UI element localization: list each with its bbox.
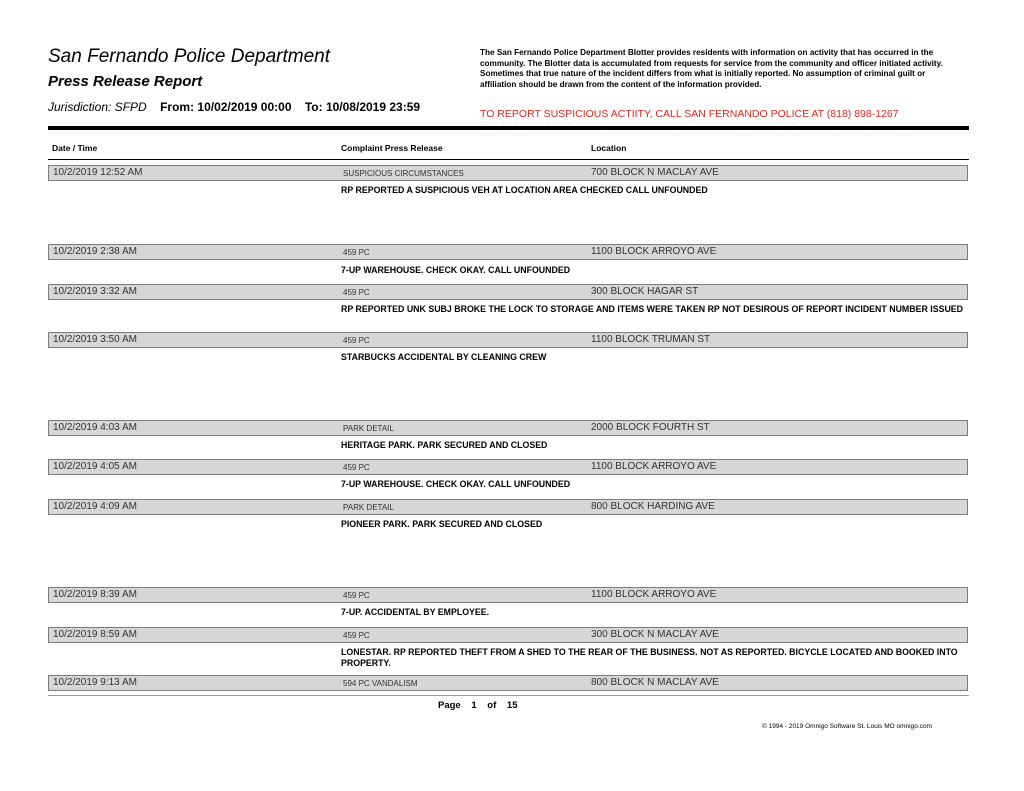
entry-datetime: 10/2/2019 8:39 AM: [53, 589, 137, 600]
entry-location: 2000 BLOCK FOURTH ST: [591, 422, 710, 433]
entry-row: [48, 675, 968, 691]
entry-location: 800 BLOCK HARDING AVE: [591, 501, 715, 512]
column-header-location: Location: [591, 143, 627, 153]
entry-row: [48, 332, 968, 348]
entry-narrative: PIONEER PARK. PARK SECURED AND CLOSED: [341, 519, 543, 529]
entry-narrative: LONESTAR. RP REPORTED THEFT FROM A SHED TO THE REAR OF THE BUSINESS. NOT AS REPORTED. BICYCLE LOCATED AND BOOKED INTO PROPERTY.: [341, 647, 958, 668]
entry-datetime: 10/2/2019 4:09 AM: [53, 501, 137, 512]
entry-location: 1100 BLOCK ARROYO AVE: [591, 246, 717, 257]
entry-location: 1100 BLOCK ARROYO AVE: [591, 589, 717, 600]
entry-narrative: HERITAGE PARK. PARK SECURED AND CLOSED: [341, 440, 548, 450]
footer-rule: [48, 695, 969, 696]
entry-row: [48, 420, 968, 436]
entry-complaint: 459 PC: [343, 248, 370, 257]
entry-complaint: 459 PC: [343, 463, 370, 472]
entry-location: 800 BLOCK N MACLAY AVE: [591, 677, 719, 688]
entry-row: [48, 499, 968, 515]
entry-location: 1100 BLOCK ARROYO AVE: [591, 461, 717, 472]
page-number: 1: [471, 700, 477, 711]
header-rule: [48, 126, 969, 130]
entry-narrative: STARBUCKS ACCIDENTAL BY CLEANING CREW: [341, 352, 547, 362]
column-header-datetime: Date / Time: [52, 143, 98, 153]
column-header-rule: [48, 159, 969, 160]
entry-complaint: 459 PC: [343, 591, 370, 600]
entry-location: 300 BLOCK N MACLAY AVE: [591, 629, 719, 640]
report-title: Press Release Report: [48, 73, 203, 90]
column-header-complaint: Complaint Press Release: [341, 143, 443, 153]
page-word: Page: [438, 700, 461, 711]
entry-complaint: 459 PC: [343, 288, 370, 297]
entry-datetime: 10/2/2019 9:13 AM: [53, 677, 137, 688]
entry-complaint: 459 PC: [343, 631, 370, 640]
entry-narrative: RP REPORTED A SUSPICIOUS VEH AT LOCATION AREA CHECKED CALL UNFOUNDED: [341, 185, 708, 195]
entry-datetime: 10/2/2019 4:03 AM: [53, 422, 137, 433]
entry-complaint: 594 PC VANDALISM: [343, 679, 418, 688]
from-value: 10/02/2019 00:00: [197, 100, 292, 114]
entry-complaint: 459 PC: [343, 336, 370, 345]
entry-row: [48, 244, 968, 260]
total-pages: 15: [506, 700, 518, 711]
entry-narrative: 7-UP. ACCIDENTAL BY EMPLOYEE.: [341, 607, 490, 617]
entry-datetime: 10/2/2019 8:59 AM: [53, 629, 137, 640]
entry-complaint: PARK DETAIL: [343, 503, 394, 512]
of-word: of: [487, 700, 497, 711]
entry-datetime: 10/2/2019 2:38 AM: [53, 246, 137, 257]
entry-row: [48, 627, 968, 643]
entry-row: [48, 587, 968, 603]
entry-datetime: 10/2/2019 4:05 AM: [53, 461, 137, 472]
entry-datetime: 10/2/2019 12:52 AM: [53, 167, 143, 178]
entry-complaint: PARK DETAIL: [343, 424, 394, 433]
entry-narrative: RP REPORTED UNK SUBJ BROKE THE LOCK TO STORAGE AND ITEMS WERE TAKEN RP NOT DESIROUS OF REPORT INCIDENT NUMBER ISSUED: [341, 304, 964, 314]
jurisdiction-label: Jurisdiction:: [48, 100, 112, 114]
page-indicator: [438, 700, 525, 711]
to-value: 10/08/2019 23:59: [325, 100, 421, 114]
jurisdiction-value: SFPD: [114, 100, 147, 114]
to-label: To:: [304, 100, 323, 114]
entry-datetime: 10/2/2019 3:50 AM: [53, 334, 137, 345]
suspicious-activity-notice: TO REPORT SUSPICIOUS ACTIITY, CALL SAN FERNANDO POLICE AT (818) 898-1267: [480, 108, 899, 120]
entry-location: 1100 BLOCK TRUMAN ST: [591, 334, 711, 345]
entry-narrative: 7-UP WAREHOUSE. CHECK OKAY. CALL UNFOUNDED: [341, 265, 571, 275]
department-title: San Fernando Police Department: [48, 46, 330, 67]
entry-datetime: 10/2/2019 3:32 AM: [53, 286, 137, 297]
entry-location: 300 BLOCK HAGAR ST: [591, 286, 699, 297]
jurisdiction-line: [48, 100, 420, 114]
entry-row: [48, 165, 968, 181]
entry-row: [48, 459, 968, 475]
entry-location: 700 BLOCK N MACLAY AVE: [591, 167, 719, 178]
from-label: From:: [160, 100, 195, 114]
entry-complaint: SUSPICIOUS CIRCUMSTANCES: [343, 169, 464, 178]
entry-narrative: 7-UP WAREHOUSE. CHECK OKAY. CALL UNFOUNDED: [341, 479, 571, 489]
entry-row: [48, 284, 968, 300]
blotter-disclaimer: The San Fernando Police Department Blotter provides residents with information on activity that has occurred in the community. The Blotter data is accumulated from requests for service from the community and officer initiated activity. Sometimes that true nature of the incident differs from what is initially reported. No assumption of criminal guilt or affiliation should be drawn from the content of the information provided.: [480, 48, 943, 89]
copyright-notice: © 1994 - 2019 Omnigo Software St. Louis MO omnigo.com: [762, 723, 932, 730]
